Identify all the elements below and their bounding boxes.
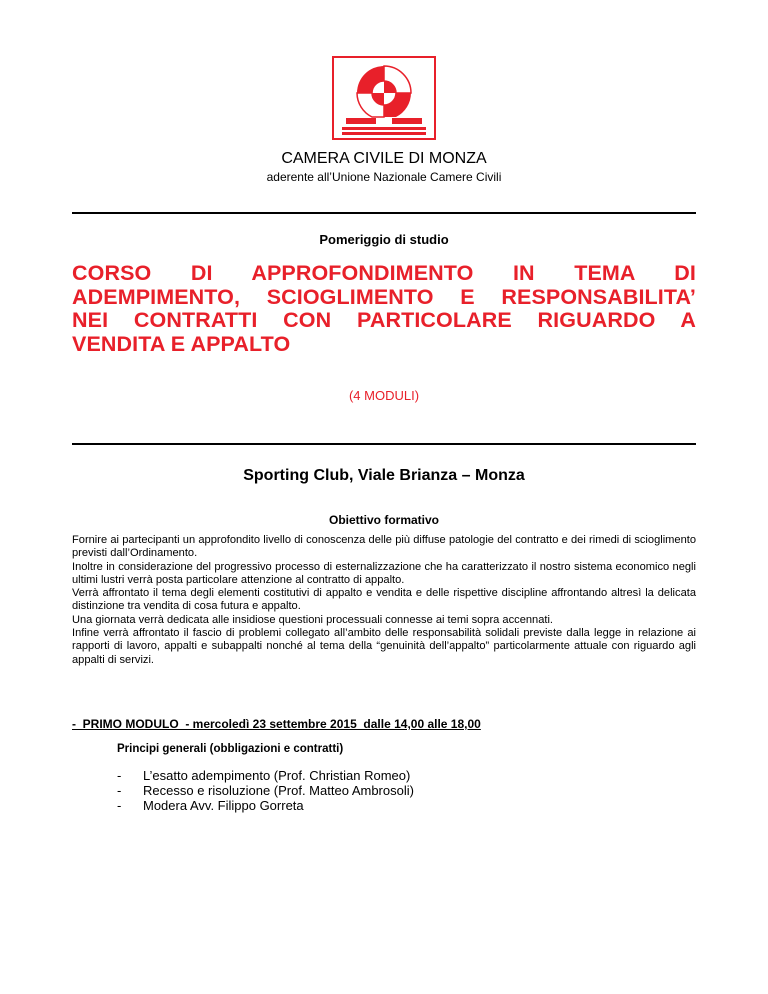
course-title-line: ADEMPIMENTO, SCIOGLIMENTO E RESPONSABILITA’ xyxy=(72,284,696,309)
list-dash: - xyxy=(117,798,122,813)
list-item xyxy=(117,783,414,798)
list-item-text: Modera Avv. Filippo Gorreta xyxy=(143,798,304,813)
course-title-line: VENDITA E APPALTO xyxy=(72,331,291,356)
objective-paragraph: Infine verrà affrontato il fascio di problemi collegato all’ambito delle responsabilità solidali previste dalla legge in relazione ai rapporti di lavoro, appalti e subappalti nonché al tema della “genuinità dell’appalto” particolarmente attuale con riguardo agli appalti di servizi. xyxy=(72,627,696,666)
list-dash: - xyxy=(117,768,122,783)
course-title-line: CORSO DI APPROFONDIMENTO IN TEMA DI xyxy=(72,261,696,285)
course-title-line: NEI CONTRATTI CON PARTICOLARE RIGUARDO A xyxy=(72,308,696,332)
objective-heading: Obiettivo formativo xyxy=(328,513,439,527)
list-item-text: L’esatto adempimento (Prof. Christian Romeo) xyxy=(143,768,411,783)
module-items xyxy=(117,768,414,813)
modules-count: (4 MODULI) xyxy=(348,388,420,403)
objective-text xyxy=(72,534,696,667)
venue: Sporting Club, Viale Brianza – Monza xyxy=(243,467,525,484)
objective-paragraph: Fornire ai partecipanti un approfondito livello di conoscenza delle più diffuse patologie del contratto e dei rimedi di scioglimento previsti dall’Ordinamento. xyxy=(72,534,696,560)
list-dash: - xyxy=(117,783,122,798)
objective-paragraph: Una giornata verrà dedicata alle insidiose questioni processuali connesse ai temi sopra accennati. xyxy=(72,613,554,626)
divider xyxy=(72,443,696,445)
module-heading: - PRIMO MODULO - mercoledì 23 settembre 2015 dalle 14,00 alle 18,00 xyxy=(72,717,481,731)
list-item-text: Recesso e risoluzione (Prof. Matteo Ambrosoli) xyxy=(143,783,414,798)
module-subtitle: Principi generali (obbligazioni e contratti) xyxy=(117,743,344,755)
organization-subtitle: aderente all’Unione Nazionale Camere Civili xyxy=(266,170,502,184)
objective-paragraph: Inoltre in considerazione del progressivo processo di esternalizzazione che ha caratterizzato il nostro sistema economico negli ultimi lustri verrà posta particolare attenzione al contratto di appalto. xyxy=(72,560,696,586)
event-type: Pomeriggio di studio xyxy=(319,232,449,247)
list-item xyxy=(117,768,414,783)
course-title xyxy=(72,262,696,356)
list-item xyxy=(117,798,414,813)
objective-paragraph: Verrà affrontato il tema degli elementi costitutivi di appalto e vendita e delle rispettive discipline affrontando altresì la delicata distinzione tra vendita di cosa futura e appalto. xyxy=(72,587,696,613)
organization-name: CAMERA CIVILE DI MONZA xyxy=(281,150,487,167)
divider xyxy=(72,212,696,214)
omega-scales-logo-icon xyxy=(332,56,436,140)
